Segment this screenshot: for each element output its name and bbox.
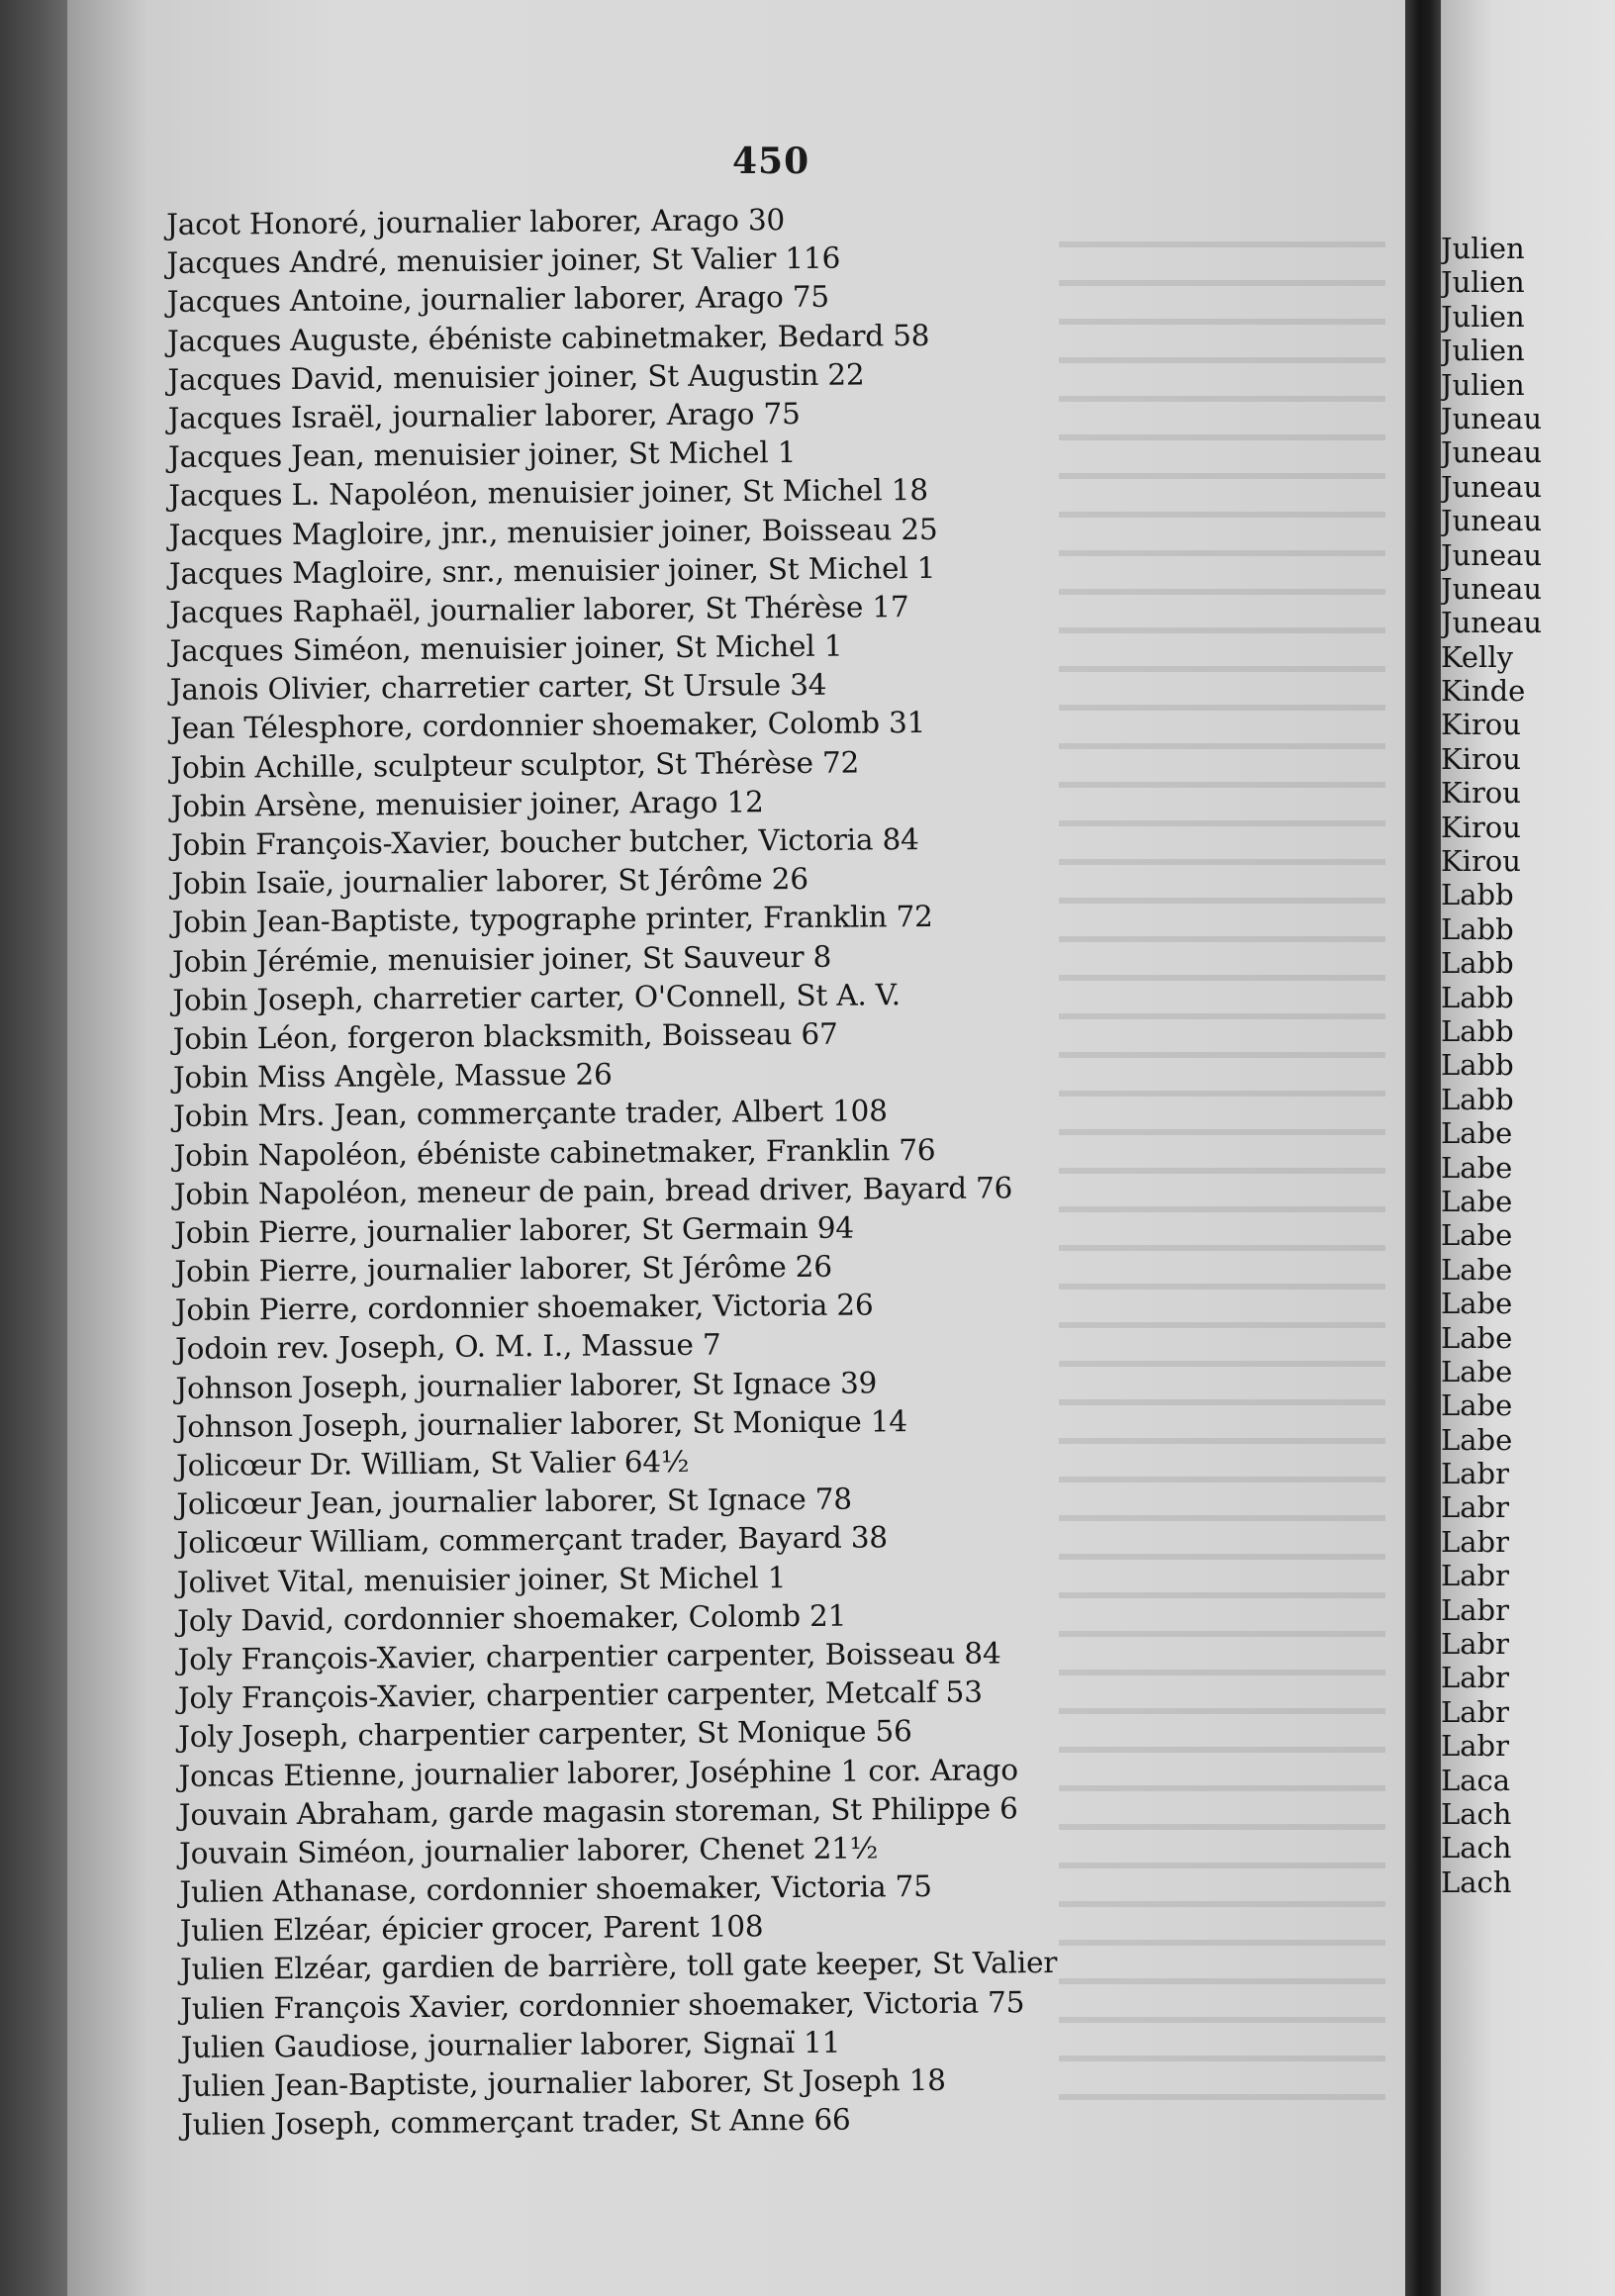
directory-entry: Julien Elzéar, épicier grocer, Parent 108 xyxy=(179,1909,764,1949)
directory-entry: Julien Elzéar, gardien de barrière, toll gate keeper, St Valier xyxy=(179,1946,1058,1987)
directory-entry: Jobin Jean-Baptiste, typographe printer, Franklin 72 xyxy=(171,900,933,940)
facing-page-entry: Labb xyxy=(1441,878,1514,912)
directory-entry: Jean Télesphore, cordonnier shoemaker, Colomb 31 xyxy=(170,706,926,746)
directory-entry: Jobin Mrs. Jean, commerçante trader, Albert 108 xyxy=(173,1094,888,1134)
facing-page-entry: Kirou xyxy=(1441,741,1521,776)
directory-entry: Jobin Pierre, journalier laborer, St Jérôme 26 xyxy=(174,1249,832,1290)
facing-page-entry: Juneau xyxy=(1441,504,1543,538)
directory-entry: Jacques André, menuisier joiner, St Valier 116 xyxy=(166,240,841,281)
directory-entry: Jolicœur Jean, journalier laborer, St Ignace 78 xyxy=(176,1482,852,1522)
facing-page-entry: Labr xyxy=(1441,1694,1509,1729)
facing-page-entry: Labe xyxy=(1441,1320,1513,1355)
facing-page-entry: Kelly xyxy=(1441,639,1513,674)
directory-entry: Jobin Miss Angèle, Massue 26 xyxy=(172,1057,613,1096)
facing-page-entry: Labe xyxy=(1441,1184,1513,1218)
directory-entry: Jodoin rev. Joseph, O. M. I., Massue 7 xyxy=(174,1328,721,1367)
directory-entry: Jobin Pierre, journalier laborer, St Germain 94 xyxy=(174,1210,855,1250)
facing-page-entry: Julien xyxy=(1441,367,1525,402)
facing-page-entry: Julien xyxy=(1441,334,1525,368)
facing-page-entry: Labr xyxy=(1441,1524,1509,1559)
scan-left-margin xyxy=(0,0,67,2296)
facing-page-entry: Juneau xyxy=(1441,435,1543,470)
facing-page-entry: Julien xyxy=(1441,265,1525,300)
directory-entry: Julien Athanase, cordonnier shoemaker, Victoria 75 xyxy=(179,1869,932,1910)
directory-entry: Janois Olivier, charretier carter, St Ursule 34 xyxy=(169,668,827,708)
facing-page-entry: Kirou xyxy=(1441,810,1521,844)
facing-page-entry: Labb xyxy=(1441,911,1514,946)
directory-entry: Jobin Arsène, menuisier joiner, Arago 12 xyxy=(170,785,764,823)
facing-page-entry: Lach xyxy=(1441,1865,1512,1899)
facing-page-entry: Labr xyxy=(1441,1627,1509,1662)
facing-page-entry: Labe xyxy=(1441,1388,1513,1423)
facing-page-entry: Juneau xyxy=(1441,401,1543,435)
directory-entry: Julien Jean-Baptiste, journalier laborer, St Joseph 18 xyxy=(180,2062,946,2103)
directory-entry: Jacques David, menuisier joiner, St Augustin 22 xyxy=(167,357,865,397)
facing-page-entry: Labr xyxy=(1441,1729,1509,1764)
directory-entry: Jacques Antoine, journalier laborer, Arago 75 xyxy=(166,280,830,320)
facing-page-entry: Labe xyxy=(1441,1150,1513,1185)
directory-entry: Joly François-Xavier, charpentier carpenter, Boisseau 84 xyxy=(177,1636,1001,1676)
facing-page xyxy=(1441,0,1615,2296)
directory-entry: Jobin Achille, sculpteur sculptor, St Thérèse 72 xyxy=(170,745,860,785)
facing-page-entry: Lach xyxy=(1441,1796,1512,1831)
facing-page-entry: Labe xyxy=(1441,1422,1513,1457)
directory-entry: Jolicœur William, commerçant trader, Bayard 38 xyxy=(176,1520,889,1561)
facing-page-entry: Labe xyxy=(1441,1287,1513,1321)
facing-page-entry: Labb xyxy=(1441,1048,1514,1083)
directory-entry: Jolicœur Dr. William, St Valier 64½ xyxy=(175,1444,690,1483)
directory-entry: Johnson Joseph, journalier laborer, St Monique 14 xyxy=(175,1403,908,1444)
facing-page-entry: Labr xyxy=(1441,1661,1509,1695)
directory-entry: Jouvain Siméon, journalier laborer, Chenet 21½ xyxy=(178,1831,879,1870)
facing-page-entry: Labb xyxy=(1441,1013,1514,1048)
facing-page-entry: Kirou xyxy=(1441,708,1521,742)
facing-page-entry: Labr xyxy=(1441,1490,1509,1525)
directory-entry: Julien François Xavier, cordonnier shoemaker, Victoria 75 xyxy=(180,1984,1025,2026)
facing-page-entry: Labb xyxy=(1441,1082,1514,1116)
facing-page-entry: Julien xyxy=(1441,232,1525,265)
page-number: 450 xyxy=(732,141,810,182)
facing-page-entry: Kinde xyxy=(1441,674,1526,709)
facing-page-entry: Juneau xyxy=(1441,606,1543,640)
directory-entry: Jobin Napoléon, ébéniste cabinetmaker, Franklin 76 xyxy=(173,1132,936,1173)
directory-entry: Jouvain Abraham, garde magasin storeman, St Philippe 6 xyxy=(178,1790,1018,1832)
facing-page-entry: Labr xyxy=(1441,1559,1509,1593)
facing-page-entry: Labb xyxy=(1441,980,1514,1014)
directory-entry-list xyxy=(166,196,1408,2145)
facing-page-entry: Labr xyxy=(1441,1592,1509,1627)
facing-page-entry: Juneau xyxy=(1441,571,1543,606)
directory-entry: Joly Joseph, charpentier carpenter, St Monique 56 xyxy=(178,1714,912,1755)
directory-entry: Jacques Auguste, ébéniste cabinetmaker, Bedard 58 xyxy=(166,318,930,358)
facing-page-entry: Laca xyxy=(1441,1763,1511,1797)
directory-entry: Johnson Joseph, journalier laborer, St Ignace 39 xyxy=(175,1366,878,1405)
facing-page-entry: Juneau xyxy=(1441,537,1543,572)
facing-page-entry: Labe xyxy=(1441,1354,1513,1388)
directory-entry: Julien Gaudiose, journalier laborer, Signaï 11 xyxy=(180,2025,841,2064)
facing-page-entry: Labe xyxy=(1441,1116,1513,1151)
directory-entry: Jacques Jean, menuisier joiner, St Michel 1 xyxy=(167,435,797,475)
directory-entry: Jacot Honoré, journalier laborer, Arago 30 xyxy=(166,203,786,241)
facing-page-entry: Labr xyxy=(1441,1457,1509,1491)
facing-page-entry: Juneau xyxy=(1441,469,1543,504)
facing-page-entry: Labb xyxy=(1441,946,1514,981)
facing-page-entry-list xyxy=(1441,232,1542,1899)
facing-page-entry: Labe xyxy=(1441,1218,1513,1253)
facing-page-entry: Julien xyxy=(1441,299,1525,334)
directory-entry: Jacques Siméon, menuisier joiner, St Michel 1 xyxy=(169,628,843,669)
directory-entry: Jacques Israël, journalier laborer, Arago 75 xyxy=(167,396,801,435)
directory-entry: Joncas Etienne, journalier laborer, Joséphine 1 cor. Arago xyxy=(178,1752,1018,1793)
directory-entry: Jacques Raphaël, journalier laborer, St Thérèse 17 xyxy=(169,589,909,629)
facing-page-entry: Lach xyxy=(1441,1831,1512,1866)
directory-entry: Jacques Magloire, jnr., menuisier joiner, Boisseau 25 xyxy=(168,512,938,552)
book-gutter xyxy=(1405,0,1441,2296)
directory-entry: Jobin Léon, forgeron blacksmith, Boisseau 67 xyxy=(172,1016,838,1056)
directory-entry: Jobin Pierre, cordonnier shoemaker, Victoria 26 xyxy=(174,1288,874,1328)
facing-page-entry: Labe xyxy=(1441,1252,1513,1287)
directory-entry: Jacques L. Napoléon, menuisier joiner, St Michel 18 xyxy=(168,473,929,514)
directory-entry: Jacques Magloire, snr., menuisier joiner, St Michel 1 xyxy=(168,550,936,591)
facing-page-entry: Kirou xyxy=(1441,776,1521,811)
directory-entry: Jobin Napoléon, meneur de pain, bread driver, Bayard 76 xyxy=(173,1171,1013,1211)
directory-entry: Jobin François-Xavier, boucher butcher, Victoria 84 xyxy=(170,822,919,862)
directory-entry: Jolivet Vital, menuisier joiner, St Michel 1 xyxy=(176,1560,787,1599)
facing-page-entry: Kirou xyxy=(1441,844,1521,879)
directory-entry: Jobin Jérémie, menuisier joiner, St Sauveur 8 xyxy=(171,939,832,979)
directory-entry: Jobin Isaïe, journalier laborer, St Jérôme 26 xyxy=(171,862,808,902)
directory-entry: Joly David, cordonnier shoemaker, Colomb 21 xyxy=(177,1598,847,1638)
directory-entry: Jobin Joseph, charretier carter, O'Connell, St A. V. xyxy=(172,977,901,1017)
directory-entry: Julien Joseph, commerçant trader, St Anne 66 xyxy=(181,2102,851,2143)
directory-entry: Joly François-Xavier, charpentier carpenter, Metcalf 53 xyxy=(177,1674,983,1716)
